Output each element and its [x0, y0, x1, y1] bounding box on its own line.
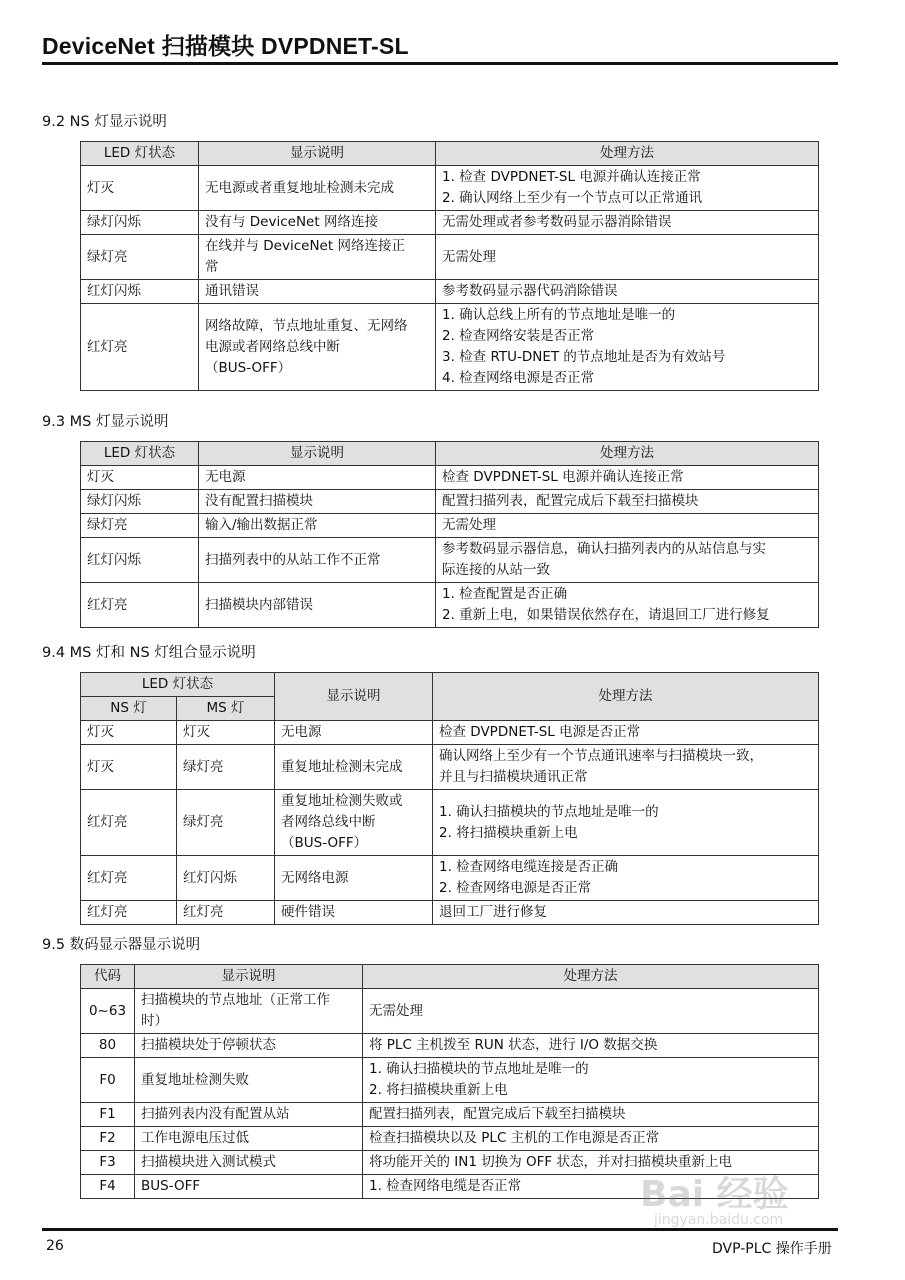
description-cell-line: 扫描列表中的从站工作不正常	[205, 551, 381, 568]
method-cell	[433, 790, 819, 856]
ms-state-cell: 红灯闪烁	[177, 856, 275, 901]
description-cell	[199, 304, 436, 391]
description-cell	[135, 1058, 363, 1103]
led-state-cell: 绿灯亮	[81, 235, 199, 280]
description-cell	[199, 166, 436, 211]
description-cell	[275, 745, 433, 790]
description-cell-line: 网络故障，节点地址重复、无网络	[205, 317, 408, 334]
method-cell-line: 2. 将扫描模块重新上电	[439, 824, 578, 841]
description-cell-line: 扫描列表内没有配置从站	[141, 1106, 290, 1122]
table-row	[81, 721, 819, 745]
table-row	[81, 466, 819, 490]
description-cell	[135, 1151, 363, 1175]
method-cell	[436, 490, 819, 514]
watermark-url: jingyan.baidu.com	[654, 1212, 784, 1228]
led-state-cell: 灯灭	[81, 466, 199, 490]
method-cell-line: 2. 确认网络上至少有一个节点可以正常通讯	[442, 190, 703, 206]
method-cell	[433, 721, 819, 745]
table-row	[81, 1034, 819, 1058]
header-code: 代码	[81, 965, 135, 989]
table-row	[81, 583, 819, 628]
header-led-state: LED 灯状态	[81, 142, 199, 166]
table-row	[81, 490, 819, 514]
section-9-3-title: 9.3 MS 灯显示说明	[42, 414, 169, 430]
description-cell	[135, 1034, 363, 1058]
method-cell-line: 无需处理	[442, 517, 496, 533]
description-cell-line: 无电源或者重复地址检测未完成	[205, 179, 394, 196]
description-cell	[275, 721, 433, 745]
method-cell	[436, 235, 819, 280]
table-row	[81, 901, 819, 925]
table-row	[81, 280, 819, 304]
code-cell: F3	[81, 1151, 135, 1175]
method-cell-line: 1. 确认总线上所有的节点地址是唯一的	[442, 307, 676, 323]
table-row	[81, 856, 819, 901]
header-method: 处理方法	[433, 673, 819, 721]
description-cell	[199, 583, 436, 628]
method-cell-line: 退回工厂进行修复	[439, 904, 547, 920]
method-cell-line: 1. 检查网络电缆连接是否正确	[439, 859, 619, 875]
description-cell-line: 没有与 DeviceNet 网络连接	[205, 214, 378, 230]
method-cell	[436, 538, 819, 583]
header-method: 处理方法	[436, 142, 819, 166]
header-ms-led: MS 灯	[177, 697, 275, 721]
led-state-cell: 红灯闪烁	[81, 538, 199, 583]
ns-state-cell: 灯灭	[81, 745, 177, 790]
table-header-row	[81, 673, 819, 697]
method-cell-line: 1. 检查配置是否正确	[442, 586, 568, 602]
description-cell-line: 重复地址检测未完成	[281, 758, 403, 775]
description-cell	[199, 538, 436, 583]
led-state-cell: 红灯闪烁	[81, 280, 199, 304]
header-description: 显示说明	[275, 673, 433, 721]
ns-led-table	[80, 141, 819, 391]
method-cell	[363, 989, 819, 1034]
watermark-brand: Bai 经验	[640, 1174, 789, 1215]
code-cell: F1	[81, 1103, 135, 1127]
description-cell-line: 时）	[141, 1013, 168, 1029]
method-cell-line: 参考数码显示器代码消除错误	[442, 283, 618, 299]
description-cell-line: 输入/输出数据正常	[205, 517, 318, 533]
description-cell	[275, 901, 433, 925]
ns-state-cell: 红灯亮	[81, 856, 177, 901]
header-ns-led: NS 灯	[81, 697, 177, 721]
method-cell-line: 1. 检查 DVPDNET-SL 电源并确认连接正常	[442, 169, 701, 185]
page-header-title: DeviceNet 扫描模块 DVPDNET-SL	[42, 33, 409, 59]
description-cell-line: 工作电源电压过低	[141, 1130, 249, 1146]
description-cell-line: 者网络总线中断	[281, 814, 376, 830]
description-cell	[199, 490, 436, 514]
ms-state-cell: 灯灭	[177, 721, 275, 745]
description-cell-line: 电源或者网络总线中断	[205, 338, 340, 355]
code-cell: F4	[81, 1175, 135, 1199]
method-cell-line: 检查扫描模块以及 PLC 主机的工作电源是否正常	[369, 1130, 660, 1146]
section-9-4-title: 9.4 MS 灯和 NS 灯组合显示说明	[42, 645, 256, 661]
method-cell	[433, 856, 819, 901]
description-cell	[135, 1127, 363, 1151]
header-description: 显示说明	[199, 442, 436, 466]
combined-led-table	[80, 672, 819, 925]
table-header-row	[81, 965, 819, 989]
method-cell	[436, 304, 819, 391]
method-cell	[436, 466, 819, 490]
description-cell-line: 重复地址检测失败	[141, 1071, 249, 1088]
method-cell-line: 将 PLC 主机拨至 RUN 状态，进行 I/O 数据交换	[369, 1037, 658, 1053]
description-cell-line: （BUS-OFF）	[281, 835, 368, 851]
baidu-watermark	[640, 1166, 840, 1236]
table-row	[81, 211, 819, 235]
section-9-5-title: 9.5 数码显示器显示说明	[42, 937, 201, 953]
method-cell-line: 确认网络上至少有一个节点通讯速率与扫描模块一致，	[439, 748, 763, 764]
table-row	[81, 538, 819, 583]
method-cell	[436, 280, 819, 304]
header-rule	[42, 62, 838, 65]
description-cell-line: 无网络电源	[281, 869, 349, 886]
method-cell	[436, 514, 819, 538]
display-code-table	[80, 964, 819, 1199]
description-cell-line: BUS-OFF	[141, 1178, 201, 1194]
code-cell: F2	[81, 1127, 135, 1151]
header-led-state: LED 灯状态	[81, 673, 275, 697]
description-cell	[199, 466, 436, 490]
table-header-row	[81, 142, 819, 166]
description-cell	[135, 1103, 363, 1127]
table-row	[81, 514, 819, 538]
method-cell-line: 检查 DVPDNET-SL 电源是否正常	[439, 724, 641, 740]
method-cell	[436, 166, 819, 211]
description-cell-line: 通讯错误	[205, 283, 259, 299]
table-row	[81, 304, 819, 391]
header-method: 处理方法	[436, 442, 819, 466]
description-cell	[275, 790, 433, 856]
ms-state-cell: 绿灯亮	[177, 790, 275, 856]
header-description: 显示说明	[199, 142, 436, 166]
method-cell-line: 参考数码显示器信息，确认扫描列表内的从站信息与实	[442, 541, 766, 557]
ns-state-cell: 红灯亮	[81, 901, 177, 925]
ms-led-table	[80, 441, 819, 628]
description-cell	[275, 856, 433, 901]
header-led-state: LED 灯状态	[81, 442, 199, 466]
ms-state-cell: 红灯亮	[177, 901, 275, 925]
code-cell: 0~63	[81, 989, 135, 1034]
led-state-cell: 红灯亮	[81, 583, 199, 628]
description-cell-line: 常	[205, 259, 219, 275]
method-cell	[436, 211, 819, 235]
description-cell-line: 无电源	[205, 469, 246, 485]
method-cell	[433, 745, 819, 790]
method-cell	[363, 1103, 819, 1127]
method-cell	[363, 1127, 819, 1151]
method-cell-line: 4. 检查网络电源是否正常	[442, 370, 595, 386]
table-row	[81, 745, 819, 790]
method-cell-line: 际连接的从站一致	[442, 562, 550, 578]
method-cell-line: 2. 将扫描模块重新上电	[369, 1082, 508, 1098]
method-cell-line: 1. 确认扫描模块的节点地址是唯一的	[369, 1061, 589, 1077]
code-cell: 80	[81, 1034, 135, 1058]
method-cell-line: 2. 检查网络安装是否正常	[442, 328, 595, 344]
header-description: 显示说明	[135, 965, 363, 989]
method-cell-line: 3. 检查 RTU-DNET 的节点地址是否为有效站号	[442, 349, 726, 365]
description-cell	[135, 1175, 363, 1199]
description-cell	[135, 989, 363, 1034]
description-cell-line: 重复地址检测失败或	[281, 793, 403, 809]
ns-state-cell: 灯灭	[81, 721, 177, 745]
led-state-cell: 绿灯亮	[81, 514, 199, 538]
method-cell	[436, 583, 819, 628]
description-cell-line: 在线并与 DeviceNet 网络连接正	[205, 238, 405, 254]
method-cell-line: 并且与扫描模块通讯正常	[439, 769, 588, 785]
method-cell-line: 检查 DVPDNET-SL 电源并确认连接正常	[442, 469, 684, 485]
description-cell-line: 没有配置扫描模块	[205, 493, 313, 509]
ns-state-cell: 红灯亮	[81, 790, 177, 856]
description-cell-line: 扫描模块的节点地址（正常工作	[141, 992, 330, 1008]
method-cell-line: 配置扫描列表，配置完成后下载至扫描模块	[369, 1106, 626, 1122]
led-state-cell: 灯灭	[81, 166, 199, 211]
method-cell	[433, 901, 819, 925]
page-number: 26	[46, 1238, 64, 1254]
method-cell-line: 2. 检查网络电源是否正常	[439, 880, 592, 896]
method-cell-line: 无需处理或者参考数码显示器消除错误	[442, 214, 672, 230]
led-state-cell: 红灯亮	[81, 304, 199, 391]
table-row	[81, 989, 819, 1034]
description-cell	[199, 211, 436, 235]
method-cell-line: 配置扫描列表，配置完成后下载至扫描模块	[442, 493, 699, 509]
method-cell-line: 1. 检查网络电缆是否正常	[369, 1178, 522, 1194]
description-cell-line: （BUS-OFF）	[205, 359, 292, 376]
description-cell-line: 无电源	[281, 724, 322, 740]
method-cell	[363, 1058, 819, 1103]
ms-state-cell: 绿灯亮	[177, 745, 275, 790]
description-cell-line: 硬件错误	[281, 904, 335, 920]
description-cell-line: 扫描模块处于停顿状态	[141, 1037, 276, 1053]
manual-title: DVP-PLC 操作手册	[712, 1241, 832, 1257]
description-cell-line: 扫描模块内部错误	[205, 596, 313, 613]
description-cell	[199, 280, 436, 304]
method-cell-line: 2. 重新上电，如果错误依然存在，请退回工厂进行修复	[442, 607, 770, 623]
table-row	[81, 1127, 819, 1151]
table-row	[81, 790, 819, 856]
method-cell-line: 将功能开关的 IN1 切换为 OFF 状态，并对扫描模块重新上电	[369, 1154, 732, 1170]
table-row	[81, 235, 819, 280]
header-method: 处理方法	[363, 965, 819, 989]
code-cell: F0	[81, 1058, 135, 1103]
table-row	[81, 166, 819, 211]
method-cell-line: 1. 确认扫描模块的节点地址是唯一的	[439, 803, 659, 820]
table-header-row	[81, 442, 819, 466]
method-cell	[363, 1034, 819, 1058]
description-cell	[199, 514, 436, 538]
table-row	[81, 1058, 819, 1103]
description-cell-line: 扫描模块进入测试模式	[141, 1154, 276, 1170]
section-9-2-title: 9.2 NS 灯显示说明	[42, 114, 167, 130]
method-cell-line: 无需处理	[369, 1002, 423, 1019]
method-cell-line: 无需处理	[442, 248, 496, 265]
table-row	[81, 1103, 819, 1127]
led-state-cell: 绿灯闪烁	[81, 490, 199, 514]
led-state-cell: 绿灯闪烁	[81, 211, 199, 235]
description-cell	[199, 235, 436, 280]
